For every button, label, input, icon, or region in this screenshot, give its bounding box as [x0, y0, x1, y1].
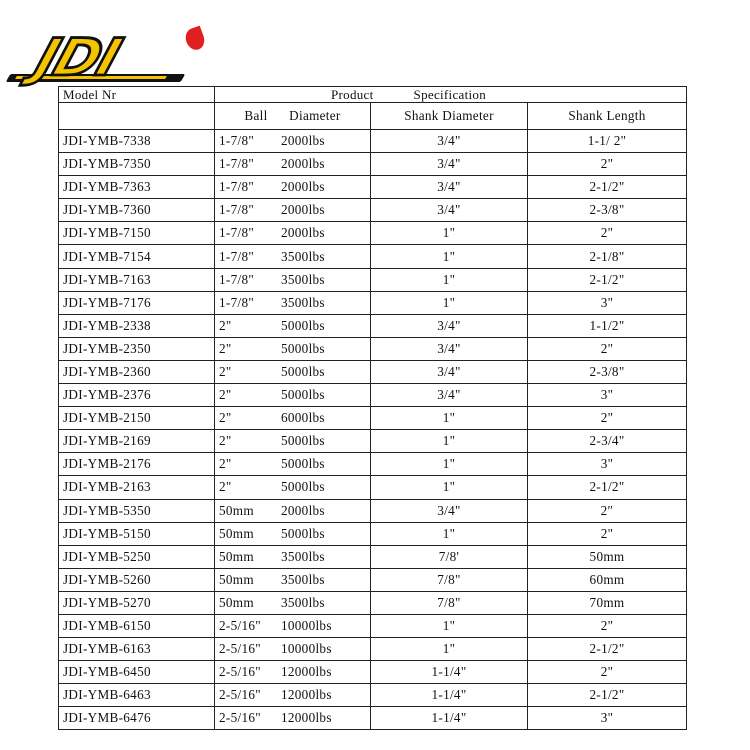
- shank-length-cell: 1-1/ 2": [528, 130, 687, 153]
- shank-length-cell: 2-1/2": [528, 684, 687, 707]
- ball-diameter-cell: [215, 568, 371, 591]
- table-row: [59, 314, 687, 337]
- ball-diameter-cell: [215, 199, 371, 222]
- table-row: [59, 638, 687, 661]
- shank-diameter-cell: 1": [371, 407, 528, 430]
- ball-size: 2": [219, 340, 232, 356]
- table-row: [59, 614, 687, 637]
- model-cell: JDI-YMB-6150: [59, 614, 215, 637]
- load-rating: 2000lbs: [281, 133, 325, 149]
- model-cell: JDI-YMB-7154: [59, 245, 215, 268]
- table-row: [59, 291, 687, 314]
- shank-diameter-cell: 3/4": [371, 176, 528, 199]
- ball-diameter-cell: [215, 268, 371, 291]
- shank-diameter-cell: 3/4": [371, 384, 528, 407]
- shank-length-cell: 3": [528, 384, 687, 407]
- model-cell: JDI-YMB-5270: [59, 591, 215, 614]
- shank-length-cell: 3": [528, 453, 687, 476]
- load-rating: 12000lbs: [281, 710, 332, 726]
- ball-diameter-cell: [215, 638, 371, 661]
- shank-diameter-cell: 3/4": [371, 199, 528, 222]
- model-cell: JDI-YMB-5250: [59, 545, 215, 568]
- ball-diameter-cell: [215, 684, 371, 707]
- model-cell: JDI-YMB-2360: [59, 360, 215, 383]
- load-rating: 5000lbs: [281, 340, 325, 356]
- ball-size: 2": [219, 363, 232, 379]
- ball-size: 2": [219, 410, 232, 426]
- ball-diameter-cell: [215, 384, 371, 407]
- ball-size: 2-5/16": [219, 710, 261, 726]
- shank-length-cell: 1-1/2": [528, 314, 687, 337]
- ball-diameter-cell: [215, 614, 371, 637]
- load-rating: 12000lbs: [281, 664, 332, 680]
- shank-diameter-cell: 1-1/4": [371, 707, 528, 730]
- table-body: [59, 130, 687, 730]
- shank-length-cell: 2": [528, 522, 687, 545]
- model-cell: JDI-YMB-5260: [59, 568, 215, 591]
- ball-diameter-cell: [215, 360, 371, 383]
- model-cell: JDI-YMB-2169: [59, 430, 215, 453]
- model-cell: JDI-YMB-7338: [59, 130, 215, 153]
- ball-diameter-cell: [215, 661, 371, 684]
- table-row: [59, 222, 687, 245]
- ball-size: 2": [219, 479, 232, 495]
- header-diameter: Diameter: [289, 108, 341, 123]
- shank-diameter-cell: 1": [371, 614, 528, 637]
- shank-length-cell: 3": [528, 291, 687, 314]
- load-rating: 3500lbs: [281, 248, 325, 264]
- ball-diameter-cell: [215, 545, 371, 568]
- ball-size: 50mm: [219, 525, 254, 541]
- table-row: [59, 130, 687, 153]
- table-row: [59, 545, 687, 568]
- load-rating: 5000lbs: [281, 525, 325, 541]
- model-cell: JDI-YMB-6463: [59, 684, 215, 707]
- shank-diameter-cell: 1": [371, 430, 528, 453]
- ball-size: 2-5/16": [219, 618, 261, 634]
- table-row: [59, 661, 687, 684]
- ball-diameter-cell: [215, 176, 371, 199]
- header-ball-diameter: [215, 103, 371, 130]
- header-ball: Ball: [244, 108, 268, 123]
- model-cell: JDI-YMB-2376: [59, 384, 215, 407]
- model-cell: JDI-YMB-6450: [59, 661, 215, 684]
- shank-length-cell: 2-1/8": [528, 245, 687, 268]
- ball-size: 50mm: [219, 571, 254, 587]
- table-row: [59, 591, 687, 614]
- ball-size: 1-7/8": [219, 133, 255, 149]
- ball-diameter-cell: [215, 430, 371, 453]
- table-row: [59, 176, 687, 199]
- ball-size: 1-7/8": [219, 225, 255, 241]
- shank-diameter-cell: 7/8": [371, 568, 528, 591]
- ball-size: 50mm: [219, 594, 254, 610]
- table-row: [59, 199, 687, 222]
- ball-size: 50mm: [219, 502, 254, 518]
- load-rating: 3500lbs: [281, 548, 325, 564]
- model-cell: JDI-YMB-7176: [59, 291, 215, 314]
- ball-size: 2": [219, 433, 232, 449]
- shank-diameter-cell: 1-1/4": [371, 684, 528, 707]
- table-row: [59, 568, 687, 591]
- shank-diameter-cell: 7/8': [371, 545, 528, 568]
- ball-size: 50mm: [219, 548, 254, 564]
- table-row: [59, 499, 687, 522]
- shank-diameter-cell: 1": [371, 453, 528, 476]
- ball-diameter-cell: [215, 522, 371, 545]
- model-cell: JDI-YMB-7363: [59, 176, 215, 199]
- ball-size: 1-7/8": [219, 271, 255, 287]
- load-rating: 5000lbs: [281, 363, 325, 379]
- header-blank: [59, 103, 215, 130]
- shank-diameter-cell: 3/4": [371, 499, 528, 522]
- model-cell: JDI-YMB-7360: [59, 199, 215, 222]
- model-cell: JDI-YMB-7163: [59, 268, 215, 291]
- shank-diameter-cell: 3/4": [371, 337, 528, 360]
- ball-diameter-cell: [215, 499, 371, 522]
- load-rating: 6000lbs: [281, 410, 325, 426]
- table-row: [59, 707, 687, 730]
- load-rating: 5000lbs: [281, 456, 325, 472]
- header-model-nr: Model Nr: [59, 87, 215, 103]
- model-cell: JDI-YMB-2176: [59, 453, 215, 476]
- table-row: [59, 384, 687, 407]
- ball-size: 2-5/16": [219, 664, 261, 680]
- shank-diameter-cell: 1": [371, 268, 528, 291]
- ball-size: 1-7/8": [219, 202, 255, 218]
- model-cell: JDI-YMB-5350: [59, 499, 215, 522]
- shank-diameter-cell: 7/8": [371, 591, 528, 614]
- table-row: [59, 337, 687, 360]
- shank-length-cell: 2": [528, 661, 687, 684]
- logo-flame-icon: [183, 26, 207, 53]
- table-header-row-2: [59, 103, 687, 130]
- ball-size: 2": [219, 387, 232, 403]
- load-rating: 12000lbs: [281, 687, 332, 703]
- table-row: [59, 407, 687, 430]
- shank-length-cell: 2": [528, 222, 687, 245]
- ball-diameter-cell: [215, 291, 371, 314]
- shank-length-cell: 2-1/2": [528, 476, 687, 499]
- load-rating: 5000lbs: [281, 433, 325, 449]
- shank-diameter-cell: 3/4": [371, 130, 528, 153]
- shank-diameter-cell: 1-1/4": [371, 661, 528, 684]
- load-rating: 3500lbs: [281, 294, 325, 310]
- load-rating: 2000lbs: [281, 202, 325, 218]
- header-product-specification: [215, 87, 687, 103]
- model-cell: JDI-YMB-7150: [59, 222, 215, 245]
- header-product: Product: [331, 87, 374, 102]
- table-row: [59, 476, 687, 499]
- table-row: [59, 453, 687, 476]
- ball-diameter-cell: [215, 407, 371, 430]
- load-rating: 3500lbs: [281, 271, 325, 287]
- load-rating: 3500lbs: [281, 571, 325, 587]
- jdi-logo: [8, 22, 218, 90]
- ball-diameter-cell: [215, 707, 371, 730]
- load-rating: 10000lbs: [281, 618, 332, 634]
- shank-length-cell: 2-1/2": [528, 268, 687, 291]
- ball-size: 1-7/8": [219, 248, 255, 264]
- model-cell: JDI-YMB-2150: [59, 407, 215, 430]
- table-row: [59, 268, 687, 291]
- shank-length-cell: 2": [528, 337, 687, 360]
- ball-diameter-cell: [215, 337, 371, 360]
- shank-length-cell: 2-3/4": [528, 430, 687, 453]
- shank-length-cell: 2-3/8": [528, 199, 687, 222]
- shank-diameter-cell: 1": [371, 638, 528, 661]
- table-row: [59, 430, 687, 453]
- model-cell: JDI-YMB-2338: [59, 314, 215, 337]
- ball-size: 1-7/8": [219, 156, 255, 172]
- shank-length-cell: 2″: [528, 499, 687, 522]
- ball-size: 2": [219, 456, 232, 472]
- shank-length-cell: 60mm: [528, 568, 687, 591]
- model-cell: JDI-YMB-6163: [59, 638, 215, 661]
- table-header-row-1: [59, 87, 687, 103]
- shank-length-cell: 50mm: [528, 545, 687, 568]
- table-row: [59, 522, 687, 545]
- shank-length-cell: 2": [528, 614, 687, 637]
- load-rating: 2000lbs: [281, 225, 325, 241]
- ball-size: 1-7/8": [219, 179, 255, 195]
- ball-size: 2-5/16": [219, 641, 261, 657]
- ball-diameter-cell: [215, 130, 371, 153]
- logo-text: JDI: [28, 27, 127, 88]
- ball-diameter-cell: [215, 245, 371, 268]
- ball-diameter-cell: [215, 222, 371, 245]
- shank-length-cell: 3": [528, 707, 687, 730]
- table-row: [59, 684, 687, 707]
- model-cell: JDI-YMB-2350: [59, 337, 215, 360]
- load-rating: 2000lbs: [281, 179, 325, 195]
- shank-diameter-cell: 1": [371, 291, 528, 314]
- model-cell: JDI-YMB-2163: [59, 476, 215, 499]
- header-specification: Specification: [413, 87, 487, 102]
- load-rating: 5000lbs: [281, 387, 325, 403]
- ball-diameter-cell: [215, 153, 371, 176]
- shank-length-cell: 70mm: [528, 591, 687, 614]
- shank-diameter-cell: 3/4": [371, 314, 528, 337]
- shank-diameter-cell: 3/4": [371, 153, 528, 176]
- header-shank-diameter: Shank Diameter: [371, 103, 528, 130]
- specification-table: [58, 86, 687, 730]
- shank-diameter-cell: 1": [371, 476, 528, 499]
- ball-size: 2": [219, 317, 232, 333]
- shank-diameter-cell: 1": [371, 245, 528, 268]
- ball-size: 2-5/16": [219, 687, 261, 703]
- shank-length-cell: 2-3/8": [528, 360, 687, 383]
- table-row: [59, 153, 687, 176]
- ball-diameter-cell: [215, 591, 371, 614]
- table-row: [59, 245, 687, 268]
- load-rating: 3500lbs: [281, 594, 325, 610]
- ball-diameter-cell: [215, 314, 371, 337]
- model-cell: JDI-YMB-6476: [59, 707, 215, 730]
- load-rating: 10000lbs: [281, 641, 332, 657]
- shank-diameter-cell: 1": [371, 522, 528, 545]
- shank-length-cell: 2-1/2": [528, 176, 687, 199]
- shank-length-cell: 2": [528, 407, 687, 430]
- ball-size: 1-7/8": [219, 294, 255, 310]
- load-rating: 5000lbs: [281, 479, 325, 495]
- model-cell: JDI-YMB-5150: [59, 522, 215, 545]
- load-rating: 5000lbs: [281, 317, 325, 333]
- header-shank-length: Shank Length: [528, 103, 687, 130]
- shank-length-cell: 2": [528, 153, 687, 176]
- load-rating: 2000lbs: [281, 156, 325, 172]
- ball-diameter-cell: [215, 453, 371, 476]
- model-cell: JDI-YMB-7350: [59, 153, 215, 176]
- shank-diameter-cell: 3/4": [371, 360, 528, 383]
- shank-length-cell: 2-1/2": [528, 638, 687, 661]
- shank-diameter-cell: 1": [371, 222, 528, 245]
- table-row: [59, 360, 687, 383]
- load-rating: 2000lbs: [281, 502, 325, 518]
- ball-diameter-cell: [215, 476, 371, 499]
